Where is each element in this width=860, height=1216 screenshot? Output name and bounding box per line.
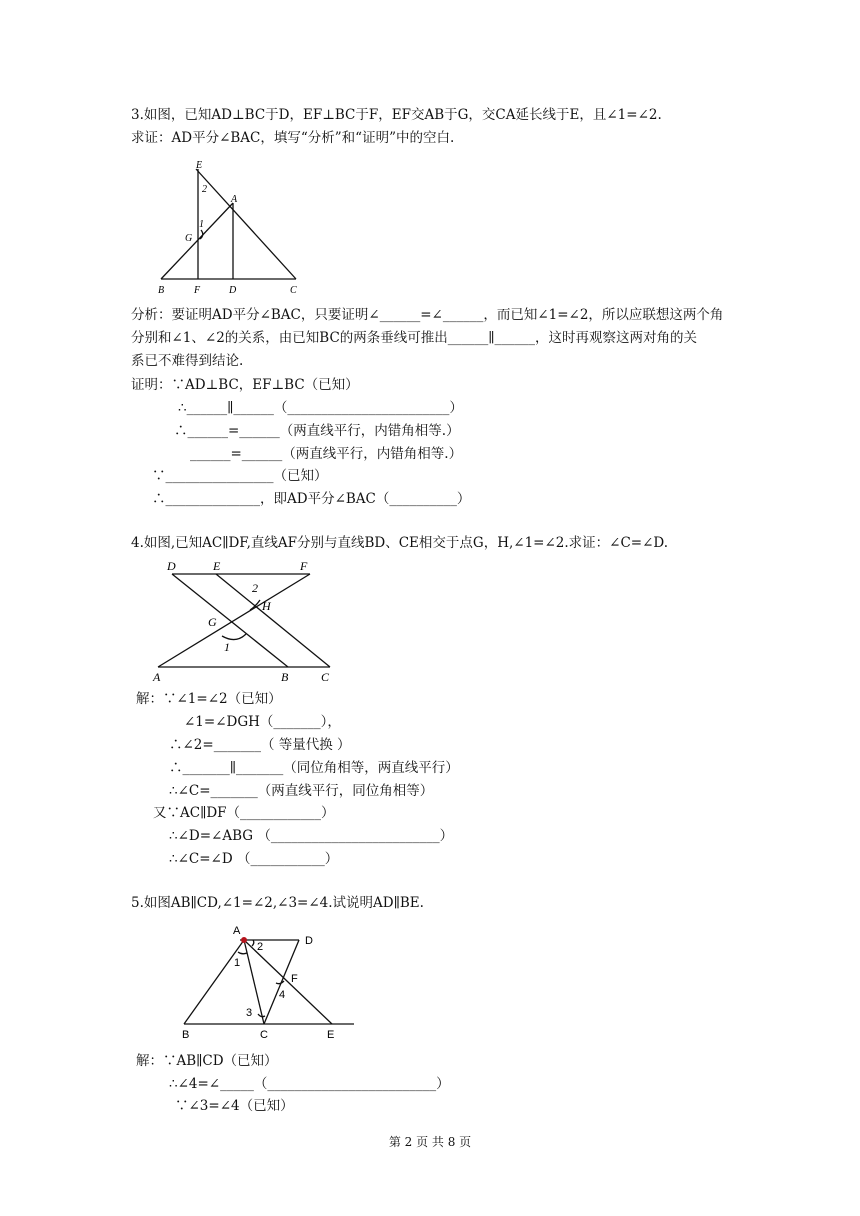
q3-analysis-line2: 分别和∠1、∠2的关系，由已知BC的两条垂线可推出______∥______，这时再观察这两对角的关 xyxy=(131,330,698,346)
label-C: C xyxy=(260,1029,268,1041)
label-F: F xyxy=(300,559,308,573)
q4-solution-line4: ∴_______∥_______（同位角相等，两直线平行） xyxy=(169,760,459,776)
label-E: E xyxy=(196,160,203,171)
label-D: D xyxy=(305,935,313,947)
q3-proof-line3: ∴______=______（两直线平行，内错角相等.） xyxy=(174,423,460,439)
q4-solution-line5: ∴∠C=_______（两直线平行，同位角相等） xyxy=(169,783,434,799)
label-D: D xyxy=(229,285,237,296)
q3-statement-line1: 3.如图，已知AD⊥BC于D，EF⊥BC于F，EF交AB于G，交CA延长线于E，且∠1=∠2. xyxy=(131,107,662,123)
label-1: 1 xyxy=(199,219,204,230)
q3-analysis-line3: 系已不难得到结论. xyxy=(131,353,244,369)
q3-proof-line6: ∴______________，即AD平分∠BAC（__________） xyxy=(152,491,471,507)
q3-proof-line2: ∴______∥______（________________________） xyxy=(178,400,463,416)
label-B: B xyxy=(158,285,165,296)
q3-figure xyxy=(148,155,308,297)
label-G: G xyxy=(208,615,217,629)
label-2: 2 xyxy=(202,184,207,195)
label-G: G xyxy=(185,233,193,244)
label-2: 2 xyxy=(252,581,258,595)
label-3: 3 xyxy=(246,1007,253,1019)
label-1: 1 xyxy=(224,640,230,654)
label-B: B xyxy=(281,670,289,684)
label-H: H xyxy=(262,599,271,613)
q4-statement: 4.如图,已知AC∥DF,直线AF分别与直线BD、CE相交于点G，H,∠1=∠2.求证：∠C=∠D. xyxy=(131,535,669,551)
label-2: 2 xyxy=(257,941,264,953)
label-C: C xyxy=(321,670,330,684)
label-A: A xyxy=(231,194,238,205)
label-4: 4 xyxy=(279,989,286,1001)
q3-proof-line5: ∵________________（已知） xyxy=(152,468,328,484)
label-1: 1 xyxy=(234,957,241,969)
q4-solution-line2: ∠1=∠DGH（_______）， xyxy=(184,714,341,730)
label-C: C xyxy=(290,285,297,296)
q5-figure xyxy=(172,918,372,1042)
q3-proof-line1: 证明：∵AD⊥BC，EF⊥BC（已知） xyxy=(131,377,359,393)
q4-figure xyxy=(150,556,340,684)
label-B: B xyxy=(182,1029,190,1041)
q5-solution-line1: 解：∵AB∥CD（已知） xyxy=(136,1053,278,1069)
q3-analysis-line1: 分析：要证明AD平分∠BAC，只要证明∠______=∠______，而已知∠1=∠2，所以应联想这两个角 xyxy=(131,307,724,323)
label-A: A xyxy=(153,670,161,684)
q4-solution-line7: ∴∠D=∠ABG （_________________________） xyxy=(169,828,454,844)
label-F: F xyxy=(194,285,201,296)
q5-solution-line3: ∵∠3=∠4（已知） xyxy=(175,1098,294,1114)
q4-solution-line1: 解：∵∠1=∠2（已知） xyxy=(136,691,282,707)
q4-solution-line8: ∴∠C=∠D （___________） xyxy=(169,851,339,867)
q3-proof-line4: ______=______（两直线平行，内错角相等.） xyxy=(190,446,463,462)
page-footer: 第 2 页 共 8 页 xyxy=(388,1135,472,1149)
q3-statement-line2: 求证：AD平分∠BAC，填写“分析”和“证明”中的空白. xyxy=(131,130,455,146)
q5-statement: 5.如图AB∥CD,∠1=∠2,∠3=∠4.试说明AD∥BE. xyxy=(131,895,424,911)
label-E: E xyxy=(213,559,221,573)
label-A: A xyxy=(233,925,241,937)
q5-solution-line2: ∴∠4=∠_____（_________________________） xyxy=(169,1076,450,1092)
label-D: D xyxy=(167,559,176,573)
q4-solution-line6: 又∵AC∥DF（____________） xyxy=(153,805,335,821)
label-F: F xyxy=(291,973,298,985)
label-E: E xyxy=(327,1029,335,1041)
q4-solution-line3: ∴∠2=_______（ 等量代换 ） xyxy=(169,737,351,753)
